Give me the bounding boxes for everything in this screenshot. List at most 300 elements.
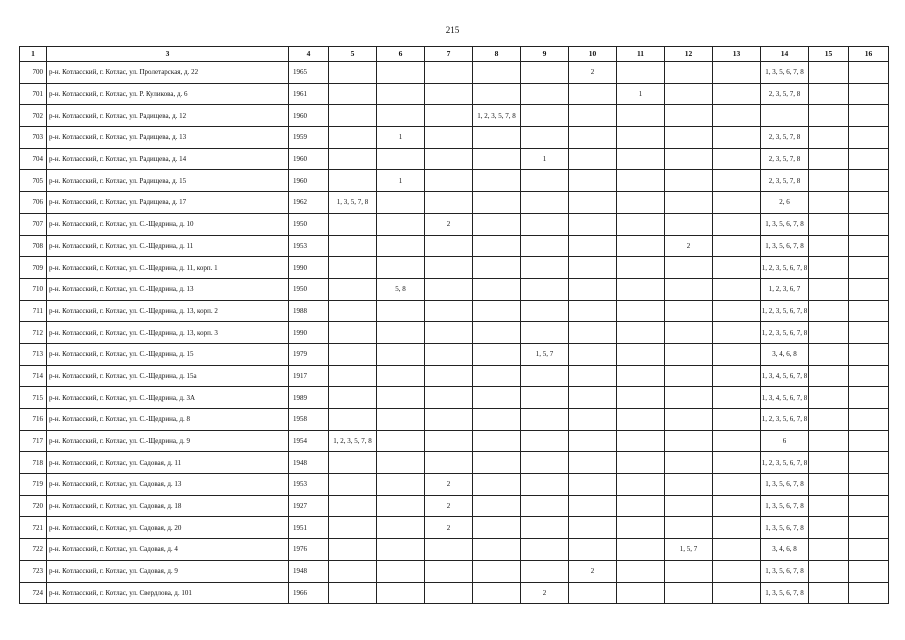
code-cell [665,257,713,279]
code-cell: 1, 3, 5, 6, 7, 8 [761,517,809,539]
code-cell [617,257,665,279]
code-cell [425,62,473,84]
code-cell [473,365,521,387]
table-row [20,387,889,409]
row-number-cell: 701 [20,83,47,105]
code-cell [617,235,665,257]
code-cell [377,387,425,409]
year-cell: 1965 [289,62,329,84]
address-cell: р-н. Котласский, г. Котлас, ул. С.-Щедрина, д. 11 [47,235,289,257]
code-cell [569,387,617,409]
code-cell [521,365,569,387]
column-header: 12 [665,47,713,62]
code-cell [425,322,473,344]
column-header: 1 [20,47,47,62]
code-cell [473,278,521,300]
address-cell: р-н. Котласский, г. Котлас, ул. С.-Щедрина, д. 13 [47,278,289,300]
code-cell [617,192,665,214]
code-cell [809,105,849,127]
code-cell [521,192,569,214]
code-cell [849,278,889,300]
code-cell [569,235,617,257]
code-cell [665,474,713,496]
code-cell [809,300,849,322]
code-cell [713,517,761,539]
code-cell [473,213,521,235]
table-row [20,83,889,105]
code-cell: 1, 3, 5, 6, 7, 8 [761,582,809,604]
code-cell [665,105,713,127]
code-cell [665,430,713,452]
row-number-cell: 717 [20,430,47,452]
code-cell [809,582,849,604]
code-cell [849,148,889,170]
code-cell [569,452,617,474]
row-number-cell: 711 [20,300,47,322]
code-cell: 2 [425,474,473,496]
code-cell [665,170,713,192]
code-cell [569,582,617,604]
code-cell [329,495,377,517]
code-cell [617,105,665,127]
code-cell [665,300,713,322]
code-cell [377,430,425,452]
code-cell [617,170,665,192]
code-cell [521,495,569,517]
code-cell: 2 [521,582,569,604]
code-cell: 1 [377,127,425,149]
code-cell [809,148,849,170]
code-cell [849,257,889,279]
code-cell [809,235,849,257]
code-cell [377,343,425,365]
code-cell [329,278,377,300]
year-cell: 1960 [289,170,329,192]
code-cell [425,170,473,192]
code-cell [329,474,377,496]
code-cell [809,495,849,517]
year-cell: 1960 [289,148,329,170]
code-cell [849,582,889,604]
row-number-cell: 708 [20,235,47,257]
code-cell [521,474,569,496]
column-header: 7 [425,47,473,62]
code-cell [665,83,713,105]
code-cell [521,387,569,409]
code-cell [473,62,521,84]
code-cell [849,495,889,517]
code-cell [329,452,377,474]
code-cell [713,83,761,105]
column-header: 15 [809,47,849,62]
row-number-cell: 704 [20,148,47,170]
code-cell [473,539,521,561]
code-cell: 1, 2, 3, 5, 6, 7, 8 [761,409,809,431]
year-cell: 1990 [289,322,329,344]
table-row [20,170,889,192]
code-cell [665,62,713,84]
code-cell [329,213,377,235]
column-header: 11 [617,47,665,62]
code-cell [617,474,665,496]
code-cell [377,257,425,279]
row-number-cell: 710 [20,278,47,300]
code-cell [425,452,473,474]
code-cell: 2, 3, 5, 7, 8 [761,127,809,149]
code-cell: 1, 3, 4, 5, 6, 7, 8 [761,365,809,387]
code-cell [809,62,849,84]
code-cell: 1 [617,83,665,105]
row-number-cell: 715 [20,387,47,409]
address-cell: р-н. Котласский, г. Котлас, ул. С.-Щедрина, д. 13, корп. 2 [47,300,289,322]
code-cell: 1, 3, 5, 6, 7, 8 [761,474,809,496]
code-cell [713,343,761,365]
code-cell: 1 [377,170,425,192]
address-cell: р-н. Котласский, г. Котлас, ул. Радищева, д. 15 [47,170,289,192]
code-cell [665,582,713,604]
code-cell [849,83,889,105]
code-cell [425,430,473,452]
code-cell [617,62,665,84]
code-cell [849,474,889,496]
code-cell [665,365,713,387]
address-cell: р-н. Котласский, г. Котлас, ул. С.-Щедрина, д. 10 [47,213,289,235]
code-cell [665,560,713,582]
code-cell [849,213,889,235]
code-cell [617,365,665,387]
code-cell [849,517,889,539]
code-cell [473,300,521,322]
column-header: 13 [713,47,761,62]
code-cell [849,192,889,214]
code-cell [665,127,713,149]
code-cell [569,105,617,127]
code-cell [713,474,761,496]
code-cell [377,322,425,344]
code-cell [665,387,713,409]
code-cell [809,213,849,235]
code-cell [849,452,889,474]
code-cell: 1 [521,148,569,170]
code-cell [473,452,521,474]
code-cell [713,387,761,409]
code-cell [809,322,849,344]
column-header: 6 [377,47,425,62]
code-cell [761,105,809,127]
code-cell [425,582,473,604]
row-number-cell: 707 [20,213,47,235]
code-cell: 2 [425,495,473,517]
address-cell: р-н. Котласский, г. Котлас, ул. С.-Щедрина, д. 8 [47,409,289,431]
code-cell [713,560,761,582]
row-number-cell: 703 [20,127,47,149]
code-cell [713,127,761,149]
code-cell [849,170,889,192]
row-number-cell: 722 [20,539,47,561]
code-cell [809,192,849,214]
code-cell [665,495,713,517]
code-cell [569,213,617,235]
code-cell: 2 [425,517,473,539]
code-cell [377,83,425,105]
code-cell [377,517,425,539]
code-cell [425,148,473,170]
code-cell [329,127,377,149]
code-cell [617,343,665,365]
code-cell [521,62,569,84]
code-cell [569,300,617,322]
code-cell: 1, 5, 7 [521,343,569,365]
code-cell [713,148,761,170]
year-cell: 1954 [289,430,329,452]
code-cell [425,409,473,431]
code-cell [329,83,377,105]
table-row [20,452,889,474]
code-cell [473,170,521,192]
code-cell [809,343,849,365]
code-cell [569,148,617,170]
code-cell [569,495,617,517]
table-row [20,322,889,344]
code-cell [473,409,521,431]
code-cell [849,560,889,582]
code-cell [329,582,377,604]
code-cell [665,343,713,365]
code-cell [713,192,761,214]
code-cell [329,62,377,84]
code-cell: 2 [569,62,617,84]
code-cell [849,365,889,387]
code-cell: 1, 3, 4, 5, 6, 7, 8 [761,387,809,409]
code-cell [329,387,377,409]
row-number-cell: 712 [20,322,47,344]
code-cell: 1, 2, 3, 5, 6, 7, 8 [761,300,809,322]
code-cell [809,387,849,409]
code-cell: 1, 2, 3, 6, 7 [761,278,809,300]
address-cell: р-н. Котласский, г. Котлас, ул. С.-Щедрина, д. 15 [47,343,289,365]
code-cell [713,170,761,192]
code-cell [377,539,425,561]
code-cell [377,105,425,127]
code-cell [425,300,473,322]
year-cell: 1953 [289,474,329,496]
code-cell [617,409,665,431]
address-cell: р-н. Котласский, г. Котлас, ул. Радищева, д. 13 [47,127,289,149]
code-cell [713,235,761,257]
table-row [20,430,889,452]
code-cell [569,365,617,387]
code-cell [569,474,617,496]
address-cell: р-н. Котласский, г. Котлас, ул. Радищева, д. 12 [47,105,289,127]
table-row [20,582,889,604]
code-cell [569,409,617,431]
code-cell [425,235,473,257]
code-cell [713,430,761,452]
code-cell [521,322,569,344]
code-cell [377,582,425,604]
row-number-cell: 709 [20,257,47,279]
code-cell: 1, 2, 3, 5, 6, 7, 8 [761,257,809,279]
code-cell: 2 [665,235,713,257]
code-cell [569,257,617,279]
code-cell [377,495,425,517]
code-cell [329,257,377,279]
code-cell [617,387,665,409]
code-cell [329,343,377,365]
code-cell [809,474,849,496]
code-cell [329,365,377,387]
code-cell [569,430,617,452]
code-cell [665,409,713,431]
row-number-cell: 713 [20,343,47,365]
code-cell: 2 [425,213,473,235]
code-cell [809,409,849,431]
address-cell: р-н. Котласский, г. Котлас, ул. Радищева, д. 17 [47,192,289,214]
column-header: 4 [289,47,329,62]
code-cell [849,235,889,257]
code-cell [809,560,849,582]
table-row [20,105,889,127]
code-cell [617,539,665,561]
row-number-cell: 718 [20,452,47,474]
year-cell: 1959 [289,127,329,149]
code-cell: 5, 8 [377,278,425,300]
year-cell: 1979 [289,343,329,365]
code-cell [849,409,889,431]
address-cell: р-н. Котласский, г. Котлас, ул. Садовая, д. 20 [47,517,289,539]
code-cell [665,192,713,214]
table-row [20,127,889,149]
row-number-cell: 700 [20,62,47,84]
page-number: 215 [445,25,460,35]
year-cell: 1950 [289,213,329,235]
code-cell [329,300,377,322]
code-cell [473,322,521,344]
code-cell [425,83,473,105]
code-cell [617,517,665,539]
table-row [20,213,889,235]
column-header: 5 [329,47,377,62]
code-cell [713,539,761,561]
code-cell [473,474,521,496]
code-cell [617,582,665,604]
code-cell [425,257,473,279]
code-cell [521,430,569,452]
row-number-cell: 716 [20,409,47,431]
code-cell [425,560,473,582]
year-cell: 1950 [289,278,329,300]
code-cell [849,430,889,452]
year-cell: 1948 [289,560,329,582]
code-cell [665,213,713,235]
year-cell: 1989 [289,387,329,409]
code-cell [569,83,617,105]
code-cell [377,474,425,496]
address-cell: р-н. Котласский, г. Котлас, ул. Свердлова, д. 101 [47,582,289,604]
code-cell [377,148,425,170]
code-cell [521,409,569,431]
code-cell [521,105,569,127]
row-number-cell: 723 [20,560,47,582]
year-cell: 1990 [289,257,329,279]
code-cell [617,452,665,474]
code-cell: 2, 3, 5, 7, 8 [761,83,809,105]
code-cell [377,560,425,582]
code-cell: 2 [569,560,617,582]
address-cell: р-н. Котласский, г. Котлас, ул. Садовая, д. 9 [47,560,289,582]
code-cell [617,127,665,149]
code-cell: 1, 2, 3, 5, 7, 8 [473,105,521,127]
code-cell [617,278,665,300]
code-cell [569,170,617,192]
code-cell [809,83,849,105]
code-cell [665,148,713,170]
year-cell: 1951 [289,517,329,539]
code-cell [713,213,761,235]
row-number-cell: 705 [20,170,47,192]
table-row [20,300,889,322]
code-cell [809,278,849,300]
code-cell [377,235,425,257]
table-row [20,560,889,582]
table-row [20,495,889,517]
code-cell [329,539,377,561]
code-cell [425,387,473,409]
code-cell [713,257,761,279]
year-cell: 1962 [289,192,329,214]
address-cell: р-н. Котласский, г. Котлас, ул. С.-Щедрина, д. 9 [47,430,289,452]
year-cell: 1960 [289,105,329,127]
code-cell: 3, 4, 6, 8 [761,343,809,365]
code-cell [569,192,617,214]
address-cell: р-н. Котласский, г. Котлас, ул. С.-Щедрина, д. 11, корп. 1 [47,257,289,279]
code-cell [473,148,521,170]
code-cell [473,430,521,452]
code-cell [617,560,665,582]
year-cell: 1958 [289,409,329,431]
table-row [20,517,889,539]
year-cell: 1953 [289,235,329,257]
code-cell [377,300,425,322]
code-cell [849,62,889,84]
header-row [20,47,889,62]
column-header: 16 [849,47,889,62]
table-header [20,47,889,62]
code-cell [377,192,425,214]
year-cell: 1917 [289,365,329,387]
code-cell [377,213,425,235]
year-cell: 1961 [289,83,329,105]
row-number-cell: 721 [20,517,47,539]
code-cell [425,343,473,365]
code-cell [521,213,569,235]
code-cell [425,127,473,149]
code-cell: 1, 3, 5, 6, 7, 8 [761,495,809,517]
code-cell [809,257,849,279]
table-row [20,192,889,214]
code-cell: 1, 2, 3, 5, 6, 7, 8 [761,322,809,344]
code-cell [329,105,377,127]
code-cell [569,343,617,365]
code-cell [569,127,617,149]
code-cell: 2, 6 [761,192,809,214]
address-cell: р-н. Котласский, г. Котлас, ул. С.-Щедрина, д. 3А [47,387,289,409]
code-cell [713,582,761,604]
code-cell [473,83,521,105]
code-cell: 2, 3, 5, 7, 8 [761,148,809,170]
code-cell [329,409,377,431]
code-cell [665,517,713,539]
